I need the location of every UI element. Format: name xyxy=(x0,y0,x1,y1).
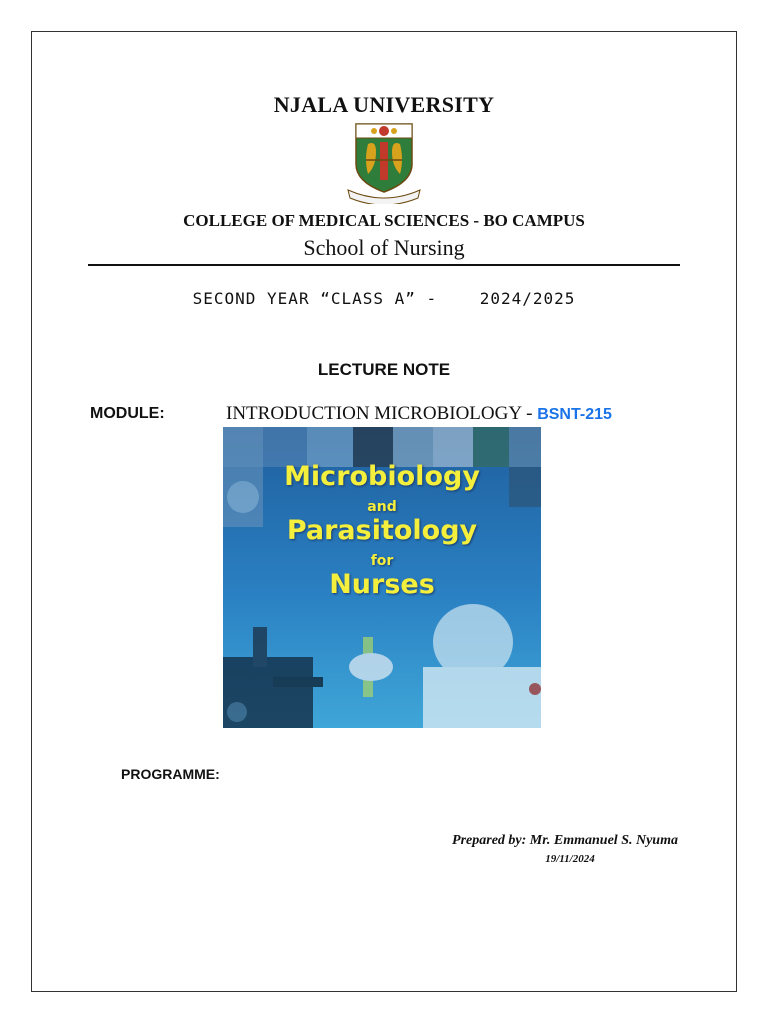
cover-image xyxy=(223,427,541,728)
college-name: COLLEGE OF MEDICAL SCIENCES - BO CAMPUS xyxy=(183,211,585,230)
module-name: INTRODUCTION MICROBIOLOGY - xyxy=(226,403,538,424)
cover-title-line3: Parasitology xyxy=(286,515,478,546)
crest-shield xyxy=(356,124,412,192)
prepared-by: Prepared by: Mr. Emmanuel S. Nyuma xyxy=(452,833,678,848)
prepared-date: 19/11/2024 xyxy=(545,853,595,865)
cover-title-line2: and xyxy=(367,499,397,515)
school-name: School of Nursing xyxy=(303,235,465,260)
cover-title-line5: Nurses xyxy=(329,569,435,600)
module-code: BSNT-215 xyxy=(537,406,612,423)
module-title xyxy=(226,403,612,425)
programme-label: PROGRAMME: xyxy=(121,766,220,782)
cover-title-line1: Microbiology xyxy=(284,461,480,492)
class-year-line: SECOND YEAR “CLASS A” - 2024/2025 xyxy=(192,289,576,308)
header-divider xyxy=(88,264,680,266)
module-label: MODULE: xyxy=(90,405,165,422)
lecture-note-title: LECTURE NOTE xyxy=(317,360,451,379)
university-crest xyxy=(346,120,422,204)
university-name: NJALA UNIVERSITY xyxy=(273,92,495,117)
cover-title-line4: for xyxy=(370,553,394,569)
